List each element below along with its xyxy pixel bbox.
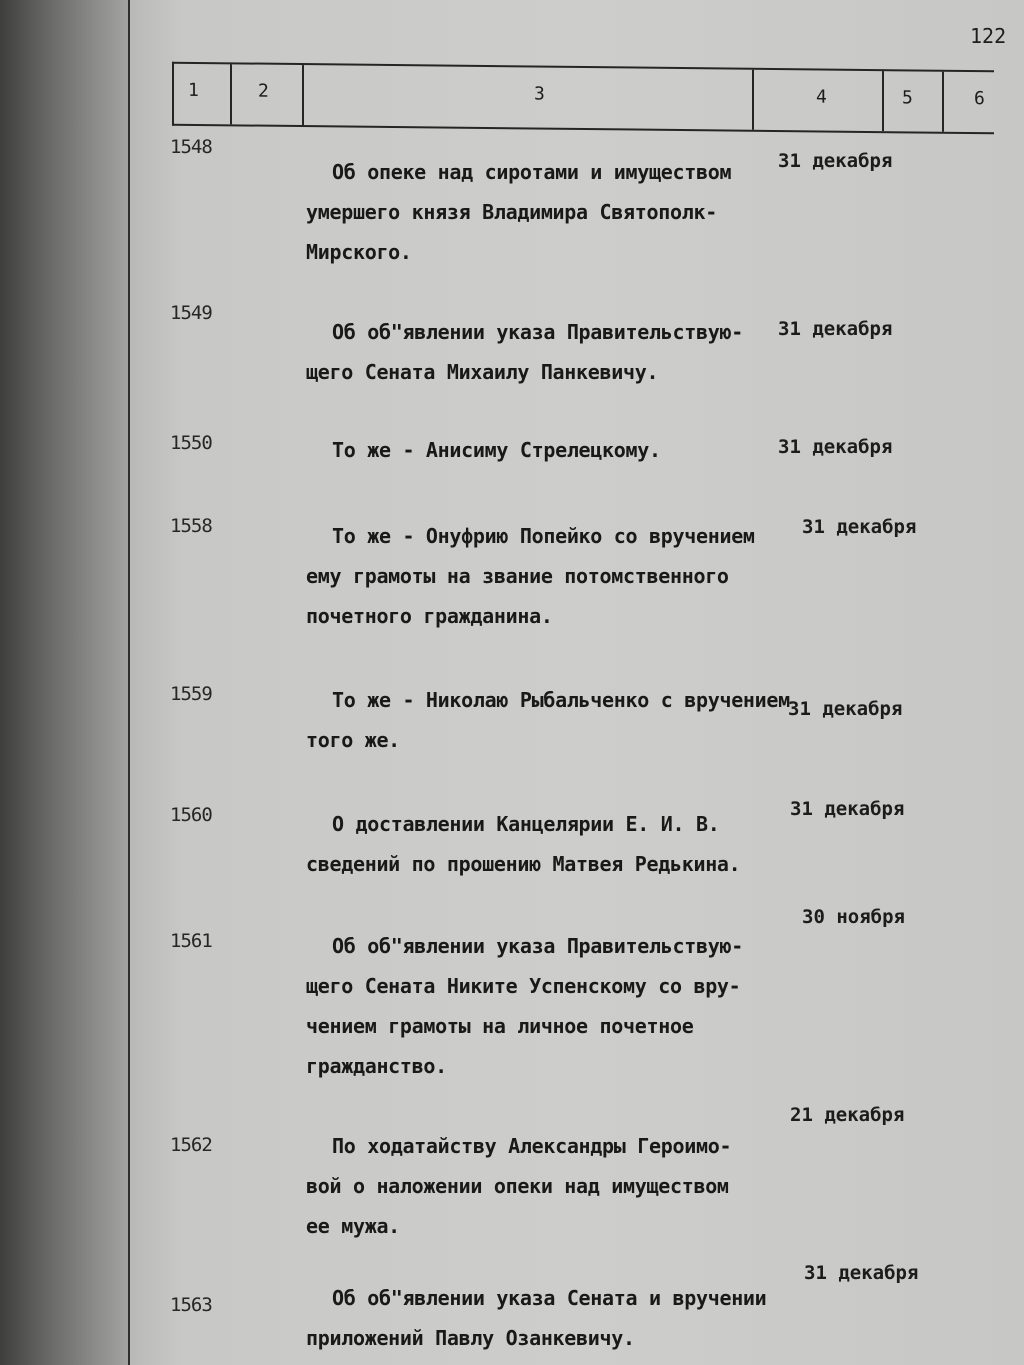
column-header xyxy=(172,62,994,135)
entry-text xyxy=(306,1126,776,1246)
entry-date: 30 ноября xyxy=(802,906,905,928)
entry-text xyxy=(306,430,776,470)
entry-number: 1548 xyxy=(170,136,212,158)
page-number: 122 xyxy=(970,24,1007,48)
column-5-label: 5 xyxy=(902,87,913,109)
entry-line: То же - Анисиму Стрелецкому. xyxy=(332,438,661,462)
entry-text xyxy=(306,152,776,272)
entry-number: 1558 xyxy=(170,515,212,537)
entry-line: гражданство. xyxy=(306,1054,447,1078)
column-4-label: 4 xyxy=(816,86,827,108)
entry-line: щего Сената Никите Успенскому со вру- xyxy=(306,974,741,998)
entry-line: того же. xyxy=(306,728,400,752)
entry-date: 21 декабря xyxy=(790,1104,905,1126)
entry-number: 1563 xyxy=(170,1294,212,1316)
entry-number: 1549 xyxy=(170,302,212,324)
column-3-label: 3 xyxy=(534,83,545,105)
entry-text xyxy=(306,804,776,884)
entry-date: 31 декабря xyxy=(778,318,893,340)
column-2-label: 2 xyxy=(258,80,269,102)
entry-number: 1559 xyxy=(170,683,212,705)
entry-line: Мирского. xyxy=(306,240,412,264)
entry-text xyxy=(306,926,776,1086)
entry-line: чением грамоты на личное почетное xyxy=(306,1014,694,1038)
entry-text xyxy=(306,1278,776,1358)
column-divider xyxy=(882,71,884,131)
entry-line: Об опеке над сиротами и имуществом xyxy=(332,160,732,184)
entry-date: 31 декабря xyxy=(778,436,893,458)
entry-line: О доставлении Канцелярии Е. И. В. xyxy=(332,812,720,836)
entry-text xyxy=(306,312,776,392)
entry-line: приложений Павлу Озанкевичу. xyxy=(306,1326,635,1350)
entry-line: По ходатайству Александры Героимо- xyxy=(332,1134,732,1158)
entry-number: 1560 xyxy=(170,804,212,826)
entry-line: Об об"явлении указа Сената и вручении xyxy=(332,1286,767,1310)
entry-number: 1562 xyxy=(170,1134,212,1156)
entry-date: 31 декабря xyxy=(778,150,893,172)
entry-date: 31 декабря xyxy=(802,516,917,538)
entry-line: Об об"явлении указа Правительствую- xyxy=(332,320,743,344)
entry-date: 31 декабря xyxy=(788,698,903,720)
column-1-label: 1 xyxy=(188,79,199,101)
column-6-label: 6 xyxy=(974,88,985,110)
entry-line: То же - Николаю Рыбальченко с вручением xyxy=(332,688,790,712)
column-divider xyxy=(302,65,304,125)
entry-line: ему грамоты на звание потомственного xyxy=(306,564,729,588)
entry-text xyxy=(306,516,776,636)
entry-line: щего Сената Михаилу Панкевичу. xyxy=(306,360,659,384)
column-divider xyxy=(230,64,232,124)
entry-number: 1561 xyxy=(170,930,212,952)
entry-line: сведений по прошению Матвея Редькина. xyxy=(306,852,741,876)
entry-text xyxy=(306,680,790,760)
entry-date: 31 декабря xyxy=(790,798,905,820)
column-divider xyxy=(752,70,754,130)
entry-line: почетного гражданина. xyxy=(306,604,553,628)
book-binding xyxy=(0,0,132,1365)
entry-number: 1550 xyxy=(170,432,212,454)
entry-line: умершего князя Владимира Святополк- xyxy=(306,200,717,224)
entry-line: То же - Онуфрию Попейко со вручением xyxy=(332,524,755,548)
entry-line: Об об"явлении указа Правительствую- xyxy=(332,934,743,958)
entry-date: 31 декабря xyxy=(804,1262,919,1284)
entry-line: ее мужа. xyxy=(306,1214,400,1238)
entry-line: вой о наложении опеки над имуществом xyxy=(306,1174,729,1198)
column-divider xyxy=(942,72,944,132)
